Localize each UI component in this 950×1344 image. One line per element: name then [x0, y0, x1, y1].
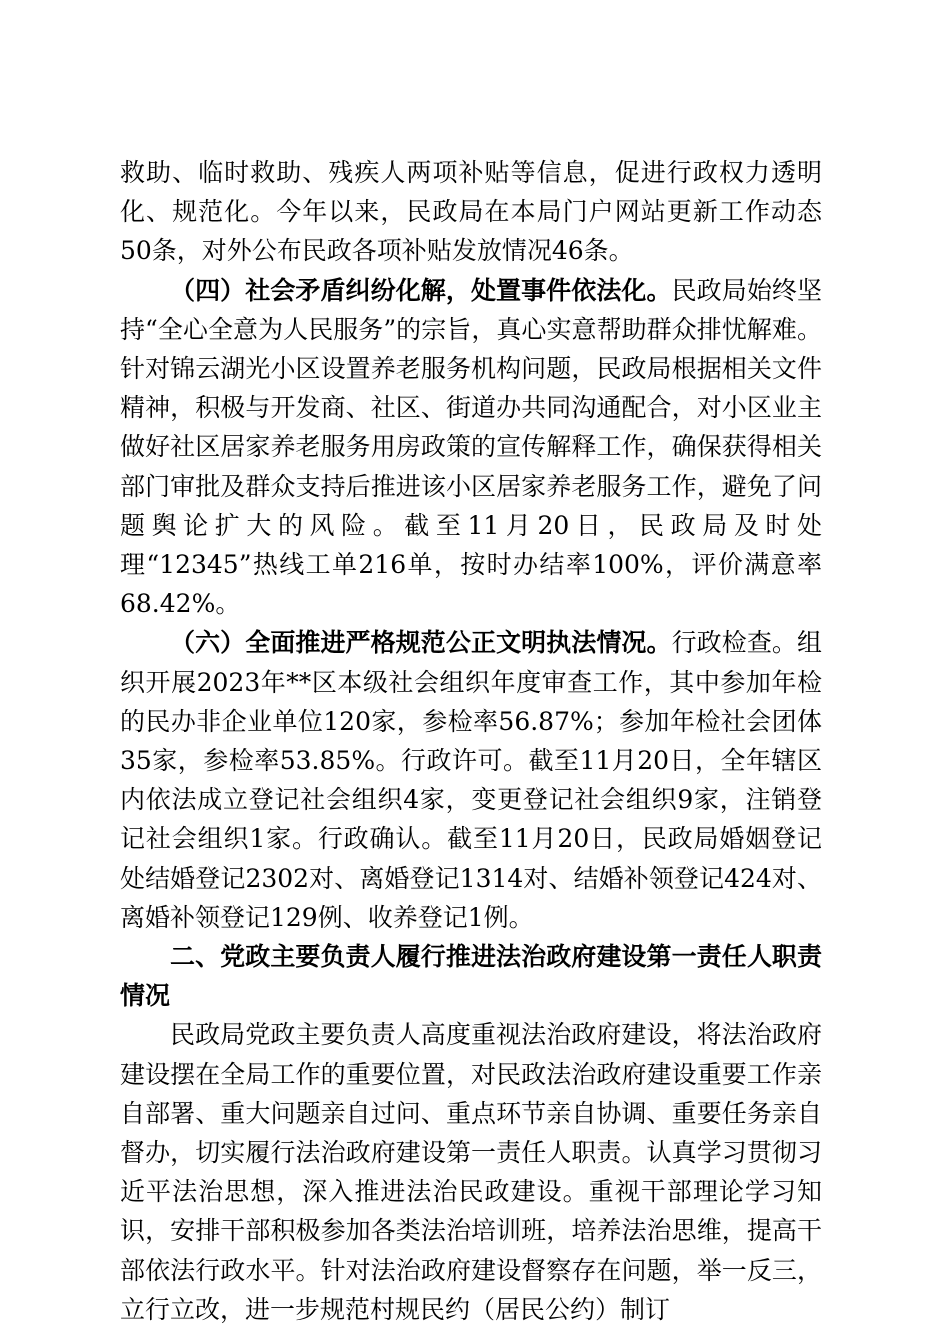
paragraph-text: 民政局党政主要负责人高度重视法治政府建设，将法治政府建设摆在全局工作的重要位置，对民政法治政府建设重要工作亲自部署、重大问题亲自过问、重点环节亲自协调、重要任务亲自督办，切实履行法治政府建设第一责任人职责。认真学习贯彻习近平法治思想，深入推进法治民政建设。重视干部理论学习知识，安排干部积极参加各类法治培训班，培养法治思维，提高干部依法行政水平。针对法治政府建设督察存在问题，举一反三，立行立改，进一步规范村规民约（居民公约）制订 [120, 1020, 822, 1324]
paragraph-continuation [120, 153, 822, 271]
paragraph-lead: （四）社会矛盾纠纷化解，处置事件依法化。 [170, 275, 672, 305]
paragraph-text: 民政局始终坚持“全心全意为人民服务”的宗旨，真心实意帮助群众排忧解难。针对锦云湖光小区设置养老服务机构问题，民政局根据相关文件精神，积极与开发商、社区、街道办共同沟通配合，对小区业主做好社区居家养老服务用房政策的宣传解释工作，确保获得相关部门审批及群众支持后推进该小区居家养老服务工作，避免了问题舆论扩大的风险。截至11月20日，民政局及时处理“12345”热线工单216单，按时办结率100%，评价满意率68.42%。 [120, 275, 822, 619]
section-heading: 二、党政主要负责人履行推进法治政府建设第一责任人职责情况 [120, 942, 822, 1011]
paragraph-section-six [120, 623, 822, 937]
paragraph-text: 救助、临时救助、残疾人两项补贴等信息，促进行政权力透明化、规范化。今年以来，民政局在本局门户网站更新工作动态50条，对外公布民政各项补贴发放情况46条。 [120, 158, 822, 266]
paragraph-responsibility [120, 1015, 822, 1329]
document-body [120, 153, 822, 1329]
paragraph-lead: （六）全面推进严格规范公正文明执法情况。 [170, 628, 672, 658]
paragraph-text: 行政检查。组织开展2023年**区本级社会组织年度审查工作，其中参加年检的民办非企业单位120家，参检率56.87%；参加年检社会团体35家，参检率53.85%。行政许可。截至11月20日，全年辖区内依法成立登记社会组织4家，变更登记社会组织9家，注销登记社会组织1家。行政确认。截至11月20日，民政局婚姻登记处结婚登记2302对、离婚登记1314对、结婚补领登记424对、离婚补领登记129例、收养登记1例。 [120, 628, 822, 932]
paragraph-section-four [120, 271, 822, 624]
